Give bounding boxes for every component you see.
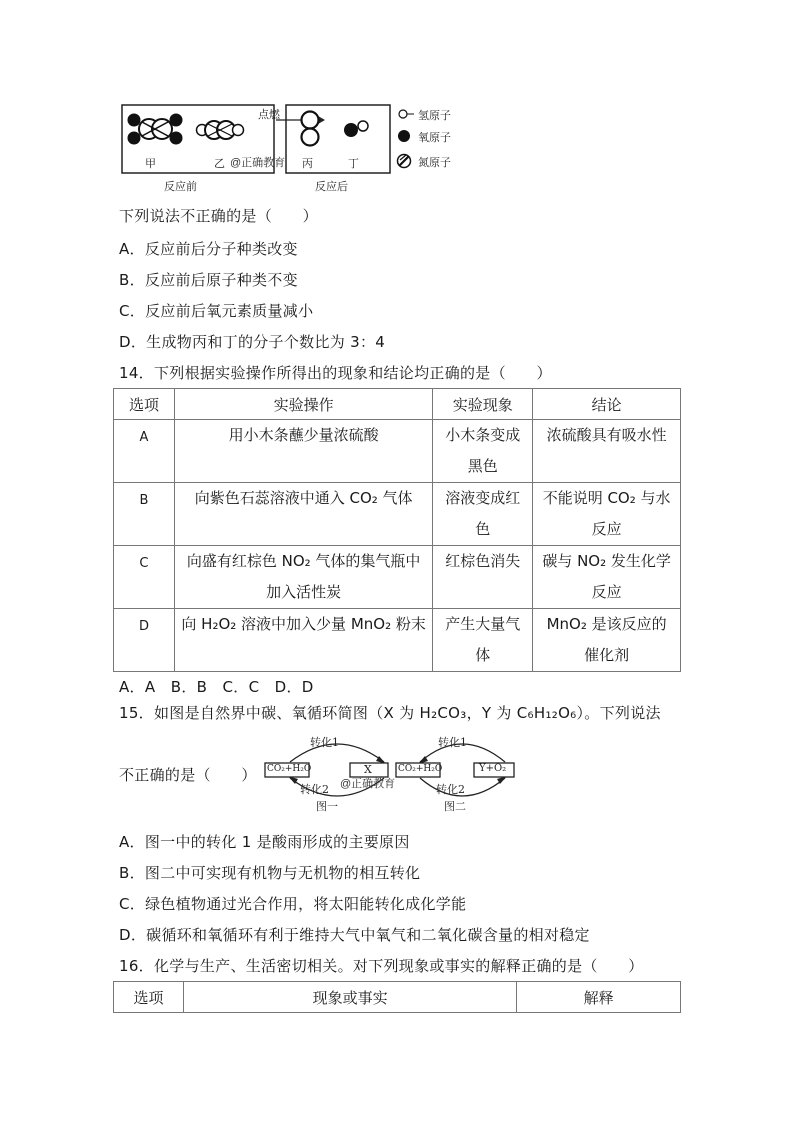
q14-row-a-option: A [114, 420, 175, 483]
table-row [114, 609, 681, 672]
q14-row-b-option: B [114, 483, 175, 546]
fig13-yi-label: 乙 [214, 157, 225, 170]
legend-nitrogen: 氮原子 [418, 156, 451, 169]
table-row [114, 420, 681, 483]
fig2-y-box-label: Y+O₂ [479, 763, 507, 774]
fig1-conv2-label: 转化2 [300, 783, 329, 796]
q14-header-conclusion: 结论 [533, 389, 681, 420]
q13-option-a: A．反应前后分子种类改变 [119, 240, 298, 258]
molecule-ding [344, 121, 368, 137]
q15-option-a: A．图一中的转化 1 是酸雨形成的主要原因 [119, 833, 410, 851]
table-row [114, 546, 681, 609]
fig2-conv1-label: 转化1 [438, 736, 467, 749]
q13-option-d: D．生成物丙和丁的分子个数比为 3：4 [119, 333, 386, 351]
fig1-caption: 图一 [316, 800, 338, 813]
fig2-caption: 图二 [444, 800, 466, 813]
q14-row-d-phenomenon: 产生大量气 体 [433, 609, 533, 672]
q16-header-explanation: 解释 [517, 982, 681, 1013]
q14-stem: 14．下列根据实验操作所得出的现象和结论均正确的是（ ） [119, 364, 552, 382]
fig2-conv2-label: 转化2 [436, 783, 465, 796]
q15-option-d: D．碳循环和氧循环有利于维持大气中氧气和二氧化碳含量的相对稳定 [119, 926, 590, 944]
q14-header-option: 选项 [114, 389, 175, 420]
fig13-watermark: @正确教育 [230, 157, 286, 169]
q14-row-c-conclusion: 碳与 NO₂ 发生化学 反应 [533, 546, 681, 609]
q14-row-d-operation: 向 H₂O₂ 溶液中加入少量 MnO₂ 粉末 [174, 609, 433, 672]
fig1-left-box-label: CO₂+H₂O [267, 764, 312, 774]
legend-hydrogen: 氢原子 [418, 109, 451, 122]
q14-row-c-operation: 向盛有红棕色 NO₂ 气体的集气瓶中 加入活性炭 [174, 546, 433, 609]
q15-stem-line1: 15．如图是自然界中碳、氧循环简图（X 为 H₂CO₃，Y 为 C₆H₁₂O₆）。下列说法 [119, 704, 661, 722]
legend-oxygen: 氧原子 [418, 131, 451, 144]
q14-row-b-conclusion: 不能说明 CO₂ 与水 反应 [533, 483, 681, 546]
q16-stem: 16．化学与生产、生活密切相关。对下列现象或事实的解释正确的是（ ） [119, 957, 644, 975]
q14-header-phenomenon: 实验现象 [433, 389, 533, 420]
fig13-before-label: 反应前 [164, 180, 197, 193]
q14-row-b-operation: 向紫色石蕊溶液中通入 CO₂ 气体 [174, 483, 433, 546]
q15-option-c: C．绿色植物通过光合作用，将太阳能转化成化学能 [119, 895, 467, 913]
fig13-bing-label: 丙 [302, 157, 313, 170]
molecule-jia [128, 114, 183, 145]
q14-row-c-phenomenon: 红棕色消失 [433, 546, 533, 609]
q16-header-fact: 现象或事实 [183, 982, 516, 1013]
q16-header-row [114, 982, 681, 1013]
q16-header-option: 选项 [114, 982, 184, 1013]
q14-answer-options: A．A B．B C．C D．D [119, 678, 314, 696]
q14-row-c-option: C [114, 546, 175, 609]
q13-option-c: C．反应前后氧元素质量减小 [119, 302, 314, 320]
q14-row-d-conclusion: MnO₂ 是该反应的 催化剂 [533, 609, 681, 672]
fig15-watermark: @正确教育 [340, 778, 396, 790]
molecule-yi [197, 121, 244, 139]
q14-row-d-option: D [114, 609, 175, 672]
fig13-jia-label: 甲 [145, 157, 156, 170]
fig1-x-box-label: X [364, 763, 372, 776]
fig1-conv1-label: 转化1 [310, 736, 339, 749]
q14-row-a-phenomenon: 小木条变成 黑色 [433, 420, 533, 483]
q14-header-row [114, 389, 681, 420]
q13-stem: 下列说法不正确的是（ ） [119, 207, 318, 225]
molecule-bing [302, 112, 319, 146]
q16-table [113, 981, 681, 1013]
q14-header-operation: 实验操作 [174, 389, 433, 420]
fig2-left-box-label: CO₂+H₂O [398, 764, 443, 774]
q15-option-b: B．图二中可实现有机物与无机物的相互转化 [119, 864, 421, 882]
q14-row-a-operation: 用小木条蘸少量浓硫酸 [174, 420, 433, 483]
q14-table [113, 388, 681, 672]
q15-stem-line2: 不正确的是（ ） [119, 766, 257, 784]
table-row [114, 483, 681, 546]
q13-option-b: B．反应前后原子种类不变 [119, 271, 298, 289]
fig13-arrow-label: 点燃 [258, 108, 280, 121]
legend [398, 110, 415, 168]
q14-row-b-phenomenon: 溶液变成红 色 [433, 483, 533, 546]
q14-row-a-conclusion: 浓硫酸具有吸水性 [533, 420, 681, 483]
fig13-ding-label: 丁 [348, 157, 359, 170]
fig13-after-label: 反应后 [315, 180, 348, 193]
